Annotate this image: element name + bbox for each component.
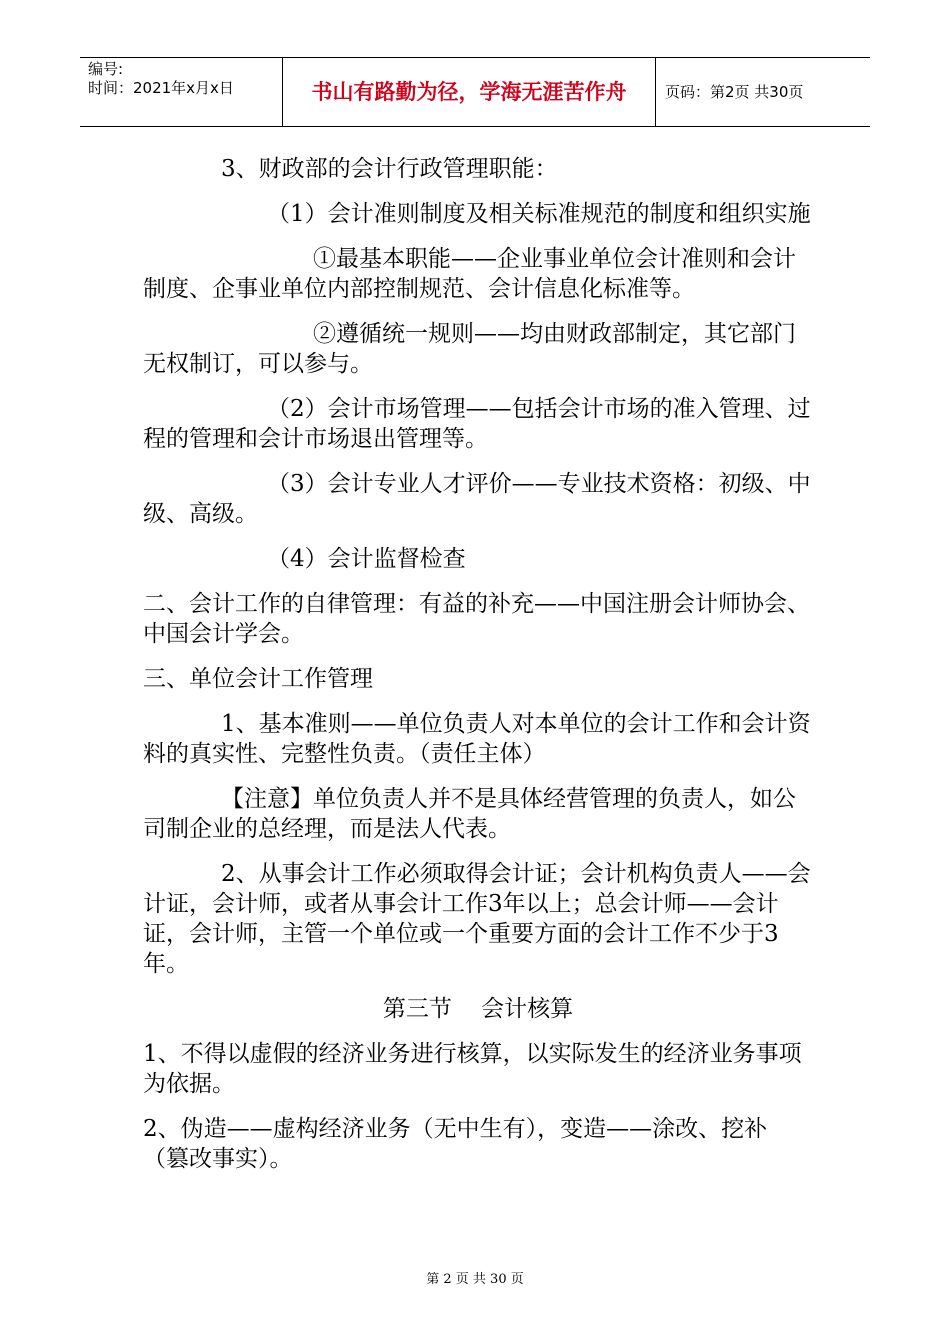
paragraph: 1、不得以虚假的经济业务进行核算，以实际发生的经济业务事项为依据。 xyxy=(143,1041,802,1097)
header-time-label: 时间：2021年x月x日 xyxy=(88,79,234,97)
header-number-label: 编号: xyxy=(88,60,124,78)
header-motto: 书山有路勤为径，学海无涯苦作舟 xyxy=(282,58,656,126)
header-page-info: 页码：第2页 共30页 xyxy=(665,83,804,101)
paragraph: （4）会计监督检查 xyxy=(267,546,466,572)
paragraph: （3）会计专业人才评价——专业技术资格：初级、中级、高级。 xyxy=(143,471,811,527)
paragraph: 二、会计工作的自律管理：有益的补充——中国注册会计师协会、中国会计学会。 xyxy=(143,591,810,647)
paragraph: 【注意】单位负责人并不是具体经营管理的负责人，如公司制企业的总经理，而是法人代表。 xyxy=(143,786,796,842)
paragraph: ①最基本职能——企业事业单位会计准则和会计制度、企事业单位内部控制规范、会计信息化标准等。 xyxy=(143,246,796,302)
document-body xyxy=(143,154,813,1189)
page-footer: 第 2 页 共 30 页 xyxy=(426,1272,524,1287)
paragraph: ②遵循统一规则——均由财政部制定，其它部门无权制订，可以参与。 xyxy=(143,321,796,377)
paragraph: 1、基本准则——单位负责人对本单位的会计工作和会计资料的真实性、完整性负责。（责任主体） xyxy=(143,711,811,767)
paragraph: （2）会计市场管理——包括会计市场的准入管理、过程的管理和会计市场退出管理等。 xyxy=(143,396,811,452)
header-meta xyxy=(80,58,282,126)
paragraph: 三、单位会计工作管理 xyxy=(143,666,373,692)
paragraph: 2、从事会计工作必须取得会计证；会计机构负责人——会计证，会计师，或者从事会计工作3年以上；总会计师——会计证，会计师，主管一个单位或一个重要方面的会计工作不少于3年。 xyxy=(143,861,811,977)
section-heading: 第三节 会计核算 xyxy=(382,996,574,1022)
paragraph: 2、伪造——虚构经济业务（无中生有），变造——涂改、挖补（篡改事实）。 xyxy=(143,1116,768,1172)
paragraph: （1）会计准则制度及相关标准规范的制度和组织实施 xyxy=(267,201,811,227)
page-header xyxy=(80,57,870,127)
paragraph: 3、财政部的会计行政管理职能： xyxy=(221,156,558,182)
